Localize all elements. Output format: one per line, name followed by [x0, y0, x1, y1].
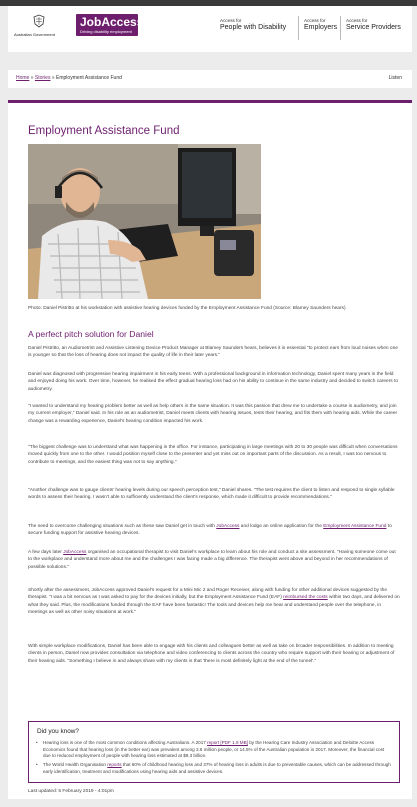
photo-caption: Photo: Daniel Pistritto at his workstation with assistive hearing devices funded by the Employment Assistance Fund (Source: Blamey Saunders hears): [28, 306, 346, 311]
paragraph-6: The need to overcome challenging situations such as these saw Daniel get in touch with JobAccess and lodge an online application for the Employment Assistance Fund to secure funding support for assistive hearing devices.: [28, 524, 392, 537]
breadcrumb: Home » Stories » Employment Assistance Fund: [16, 75, 122, 81]
site-header: [8, 6, 412, 52]
jobaccess-link[interactable]: JobAccess: [216, 524, 240, 529]
logo-title: JobAccess: [80, 15, 144, 29]
audience-link-service-providers[interactable]: Access for Service Providers: [346, 18, 401, 31]
article-content: [8, 103, 412, 799]
audience-divider: [340, 16, 341, 40]
did-you-know-title: Did you know?: [37, 728, 79, 735]
paragraph-9: With simple workplace modifications, Daniel has been able to engage with his clients and colleagues better as well as take on broader responsibilities. In addition to meeting clients in person, Daniel now provides consultation via telephone and video conferencing to clients across the country who require support with their hearing or adjustment of their hearing aids. "Something I believe in and always share with my clients is that 'there is most definitely light at the end of the tunnel'.": [28, 644, 395, 664]
paragraph-5: "Another challenge was to gauge clients' hearing levels during our speech perception test," Daniel shares. "The test requires the client to listen and respond to single syllable words to assess their hearing. I wasn't able to sufficiently understand the client's response, which made it difficult to provide recommendations.": [28, 488, 395, 501]
paragraph-7: A few days later JobAccess organised an occupational therapist to visit Daniel's workplace to learn about his role and conduct a site assessment. "Having someone come out to the workplace and understand more about me and the challenges I was facing made a big difference. The therapist went above and beyond in her recommendations of possible solutions.": [28, 550, 396, 570]
breadcrumb-home[interactable]: Home: [16, 75, 30, 81]
breadcrumb-current: Employment Assistance Fund: [56, 75, 122, 81]
coat-of-arms-icon: [32, 14, 46, 28]
employment-assistance-fund-link[interactable]: Employment Assistance Fund: [323, 524, 387, 529]
audience-link-people-with-disability[interactable]: Access for People with Disability: [220, 18, 287, 31]
jobaccess-logo[interactable]: [76, 14, 144, 36]
article-subtitle: A perfect pitch solution for Daniel: [28, 329, 154, 339]
who-reports-link[interactable]: reports: [107, 762, 122, 767]
paragraph-4: "The biggest challenge was to understand what was happening in the office. For instance, participating in large meetings with 20 to 30 people was difficult when conversations moved quickly from one to the other. I would position myself close to the presenter and yet miss out on important parts of the discussion. As a result, I was too nervous to contribute to meetings, and the easiest thing was not to say anything.": [28, 445, 398, 465]
did-you-know-box: [28, 721, 400, 783]
article-photo: [28, 144, 261, 299]
logo-tagline: Driving disability employment: [80, 29, 132, 34]
report-pdf-link[interactable]: report [PDF 1.9 MB]: [207, 740, 248, 745]
audience-link-employers[interactable]: Access for Employers: [304, 18, 338, 31]
paragraph-1: Daniel Pistritto, an Audiometrist and Assistive Listening Device Product Manager at Blamey Saunders hears, believes it is essential "to protect ears from loud noises when one is younger so that the loss of hearing does not impact the quality of life in their later years.": [28, 346, 398, 359]
breadcrumb-stories[interactable]: Stories: [34, 75, 51, 81]
last-updated: Last updated: 5 February 2019 - 4:01pm: [28, 789, 114, 794]
paragraph-2: Daniel was diagnosed with progressive hearing impairment in his early teens. With a professional background in information technology, Daniel spent many years in the field and enjoyed doing his work. Over time, however, he realised the effect gradual hearing loss had on his ability to continue in the same industry and decided to switch careers to audiometry.: [28, 372, 399, 392]
jobaccess-link[interactable]: JobAccess: [63, 550, 87, 555]
breadcrumb-bar: [8, 70, 412, 88]
reimbursed-costs-link[interactable]: reimbursed the costs: [283, 595, 328, 601]
did-you-know-item: • Hearing loss is one of the most common conditions affecting Australians. A 2017 report [PDF 1.9 MB] by the Hearing Care Industry Association and Deloitte Access Economics found that hearing loss (in the better ear) was prevalent among 3.6 million people, or 14.5% of the Australian population in 2017. Moreover, the financial cost due to reduced employment of people with hearing loss estimated at $9.3 billion.: [43, 740, 391, 760]
government-name: Australian Government: [14, 32, 55, 37]
audience-divider: [298, 16, 299, 40]
government-logo[interactable]: [14, 14, 70, 40]
listen-button[interactable]: Listen: [388, 75, 402, 81]
did-you-know-item: • The World Health Organisation reports that 60% of childhood hearing loss and 37% of hearing loss in adults is due to preventable causes, which can be addressed through early identification, treatment and modifications using hearing aids and assistive devices.: [43, 762, 391, 775]
paragraph-8: Shortly after the assessment, JobAccess approved Daniel's request for a Mini Mic 2 and Roger Receiver, along with funding for other additional devices suggested by the therapist. "I was a bit nervous as I was asked to pay for the devices initially, but the Employment Assistance Fund (EAF) reimbursed the costs within two days, and delivered on what they said. Plus, the modifications funded through the EAF have been fantastic! The tools and devices help me hear and understand people over the telephone, in meetings as well as other noisy situations at work.": [28, 588, 400, 616]
page-title: Employment Assistance Fund: [28, 125, 180, 137]
paragraph-3: "I wanted to understand my hearing problem better as well as help others in the same situation. It was this passion that drew me to undertake a course in audiometry, and join my current employer," Daniel said. In his role as an audiometrist, Daniel meets clients with hearing issues, tests their hearing, and fits them with hearing aids. While the career change was a rewarding experience, Daniel's hearing condition impacted his work.: [28, 404, 398, 424]
